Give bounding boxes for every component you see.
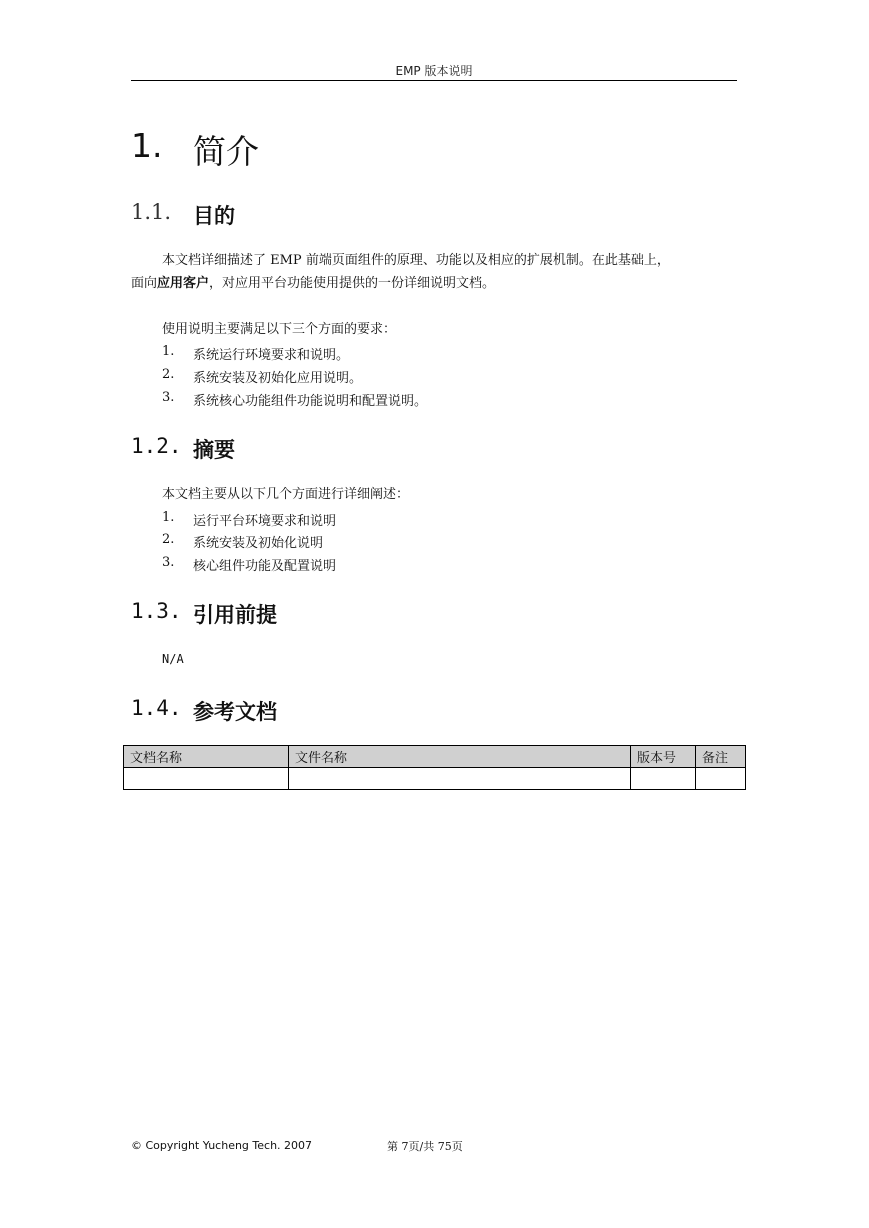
list-text: 系统核心功能组件功能说明和配置说明。 — [193, 394, 428, 409]
list-item — [162, 532, 323, 551]
table-header-cell: 文件名称 — [289, 746, 631, 768]
heading-number: 1. — [131, 126, 163, 165]
list-text: 系统运行环境要求和说明。 — [193, 348, 350, 363]
heading-1-3 — [131, 599, 277, 629]
bold-text: 应用客户 — [157, 276, 210, 291]
list-text: 核心组件功能及配置说明 — [193, 559, 337, 574]
purpose-line-1: 本文档详细描述了 EMP 前端页面组件的原理、功能以及相应的扩展机制。在此基础上， — [162, 253, 670, 268]
footer-copyright: © Copyright Yucheng Tech. 2007 — [131, 1139, 313, 1152]
table-row — [124, 768, 746, 790]
heading-title: 引用前提 — [193, 603, 277, 627]
list-item — [162, 555, 336, 574]
purpose-line-2 — [131, 272, 495, 295]
table-header-cell: 版本号 — [631, 746, 696, 768]
heading-1 — [131, 126, 259, 173]
table-header-row — [124, 746, 746, 768]
heading-1-1 — [131, 200, 235, 230]
summary-intro: 本文档主要从以下几个方面进行详细阐述： — [162, 487, 410, 502]
list-item — [162, 510, 336, 529]
list-item — [162, 390, 427, 409]
heading-number: 1.1. — [131, 200, 172, 224]
table-header-cell: 文档名称 — [124, 746, 289, 768]
heading-number: 1.3. — [131, 599, 182, 623]
list-text: 系统安装及初始化应用说明。 — [193, 371, 363, 386]
list-text: 系统安装及初始化说明 — [193, 536, 324, 551]
table-cell — [631, 768, 696, 790]
heading-1-4 — [131, 696, 277, 726]
list-text: 运行平台环境要求和说明 — [193, 514, 337, 529]
list-item — [162, 367, 362, 386]
list-number: 2. — [162, 367, 175, 382]
text-run: 面向 — [131, 276, 158, 291]
list-number: 2. — [162, 532, 175, 547]
heading-title: 参考文档 — [193, 700, 277, 724]
heading-number: 1.2. — [131, 434, 182, 458]
list-item — [162, 344, 349, 363]
heading-1-2 — [131, 434, 235, 464]
table-header-cell: 备注 — [696, 746, 746, 768]
footer-page-number: 第 7页/共 75页 — [387, 1140, 463, 1153]
heading-title: 目的 — [193, 204, 235, 228]
list-number: 3. — [162, 390, 175, 405]
table-cell — [696, 768, 746, 790]
text-run: ，对应用平台功能使用提供的一份详细说明文档。 — [209, 276, 496, 291]
heading-title: 简介 — [193, 132, 259, 171]
heading-title: 摘要 — [193, 438, 235, 462]
reference-table — [123, 745, 746, 790]
requirements-intro: 使用说明主要满足以下三个方面的要求： — [162, 322, 397, 337]
page-header: EMP 版本说明 — [395, 64, 473, 78]
list-number: 1. — [162, 510, 175, 525]
table-cell — [289, 768, 631, 790]
list-number: 1. — [162, 344, 175, 359]
table-cell — [124, 768, 289, 790]
list-number: 3. — [162, 555, 175, 570]
preconditions-text: N/A — [162, 652, 184, 666]
heading-number: 1.4. — [131, 696, 182, 720]
header-rule — [131, 80, 737, 81]
